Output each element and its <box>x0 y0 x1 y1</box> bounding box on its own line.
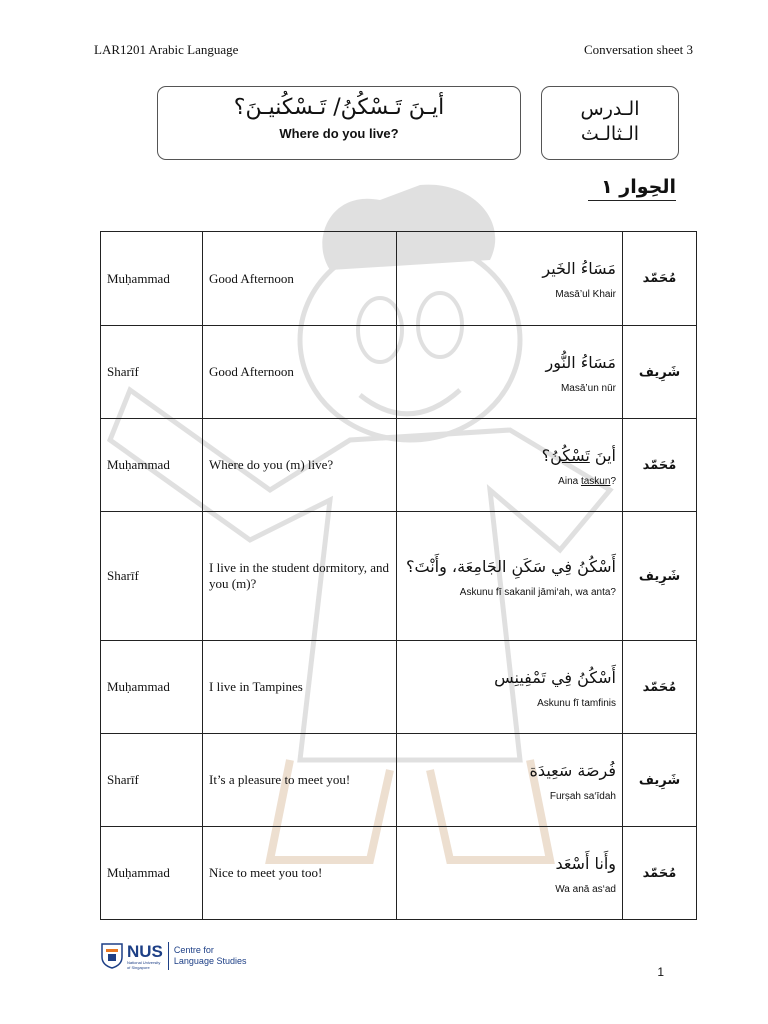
english-line: It’s a pleasure to meet you! <box>203 734 397 827</box>
speaker-name: Sharīf <box>101 326 203 419</box>
nus-logo-text: NUS <box>127 941 163 961</box>
centre-name-line2: Language Studies <box>173 956 247 966</box>
speaker-name: Muḥammad <box>101 419 203 512</box>
arabic-cell <box>397 734 623 827</box>
arabic-line: فُرصَة سَعِيدَة <box>529 760 616 780</box>
english-line: I live in the student dormitory, and you (m)? <box>203 512 397 641</box>
table-row <box>101 512 697 641</box>
table-row <box>101 734 697 827</box>
nus-cls-logo <box>101 942 246 970</box>
speaker-name-arabic: مُحَمّد <box>623 419 697 512</box>
english-line: Good Afternoon <box>203 326 397 419</box>
speaker-name-arabic: شَرِيف <box>623 326 697 419</box>
transliteration <box>403 476 616 487</box>
english-line: Nice to meet you too! <box>203 827 397 920</box>
transliteration: Masā’ul Khair <box>555 289 616 300</box>
arabic-line: أَسْكُنُ فِي تَمْفِينِس <box>494 667 616 687</box>
nus-logo-sub-2: of Singapore <box>127 964 150 970</box>
speaker-name: Muḥammad <box>101 641 203 734</box>
arabic-line: وأَنا أَسْعَد <box>555 853 616 873</box>
speaker-name-arabic: مُحَمّد <box>623 232 697 326</box>
speaker-name-arabic: مُحَمّد <box>623 641 697 734</box>
arabic-underlined-word: تَسْكُنُ <box>550 445 590 465</box>
arabic-line: مَسَاءُ النُّور <box>545 352 616 372</box>
header-sheet-title: Conversation sheet 3 <box>583 42 693 57</box>
page-number: 1 <box>657 965 664 979</box>
logo-divider <box>168 942 169 970</box>
table-row <box>101 419 697 512</box>
table-row <box>101 232 697 326</box>
translit-prefix: Aina <box>558 475 581 487</box>
arabic-prefix: أينَ <box>589 445 616 465</box>
english-line: Where do you (m) live? <box>203 419 397 512</box>
table-row <box>101 827 697 920</box>
title-english: Where do you live? <box>279 126 399 141</box>
conversation-table <box>100 231 697 920</box>
arabic-cell <box>397 827 623 920</box>
speaker-name: Muḥammad <box>101 232 203 326</box>
lesson-number-box <box>541 86 679 160</box>
arabic-line <box>403 444 616 468</box>
arabic-cell <box>397 512 623 641</box>
transliteration: Askunu fī sakanil jāmi‘ah, wa anta? <box>459 586 616 598</box>
arabic-line: مَسَاءُ الخَير <box>542 259 616 278</box>
english-line: Good Afternoon <box>203 232 397 326</box>
arabic-line: أَسْكُنُ فِي سَكَنِ الجَامِعَة، وأَنْتَ؟ <box>406 556 616 576</box>
dialogue-heading: الحِوار ١ <box>588 176 676 201</box>
title-arabic: أيـنَ تَـسْكُنُ/ تَـسْكُنيـنَ؟ <box>233 95 445 120</box>
arabic-suffix: ؟ <box>541 445 551 465</box>
transliteration: Masā’un nūr <box>560 382 616 394</box>
arabic-cell <box>397 641 623 734</box>
speaker-name: Sharīf <box>101 734 203 827</box>
speaker-name: Muḥammad <box>101 827 203 920</box>
header-course-title: LAR1201 Arabic Language <box>94 42 239 57</box>
table-row <box>101 326 697 419</box>
translit-suffix: ? <box>610 475 616 487</box>
speaker-name-arabic: شَرِيف <box>623 734 697 827</box>
nus-wordmark <box>127 943 163 970</box>
lesson-title-box <box>157 86 521 160</box>
arabic-cell <box>397 326 623 419</box>
transliteration: Furṣah sa‘īdah <box>549 790 616 802</box>
transliteration: Wa anā as‘ad <box>555 883 616 895</box>
transliteration: Askunu fī tamfinis <box>537 697 616 709</box>
english-line: I live in Tampines <box>203 641 397 734</box>
translit-underlined-word: taskun <box>580 475 611 487</box>
arabic-cell <box>397 232 623 326</box>
centre-name <box>174 945 247 967</box>
lesson-label: الـدرس <box>580 98 640 120</box>
lesson-ordinal: الـثالـث <box>580 123 640 145</box>
table-row <box>101 641 697 734</box>
centre-name-line1: Centre for <box>173 945 214 955</box>
speaker-name: Sharīf <box>101 512 203 641</box>
speaker-name-arabic: شَرِيف <box>623 512 697 641</box>
arabic-cell <box>397 419 623 512</box>
speaker-name-arabic: مُحَمّد <box>623 827 697 920</box>
nus-logo-sub-1: National University <box>127 959 161 965</box>
nus-crest-icon <box>101 943 123 969</box>
